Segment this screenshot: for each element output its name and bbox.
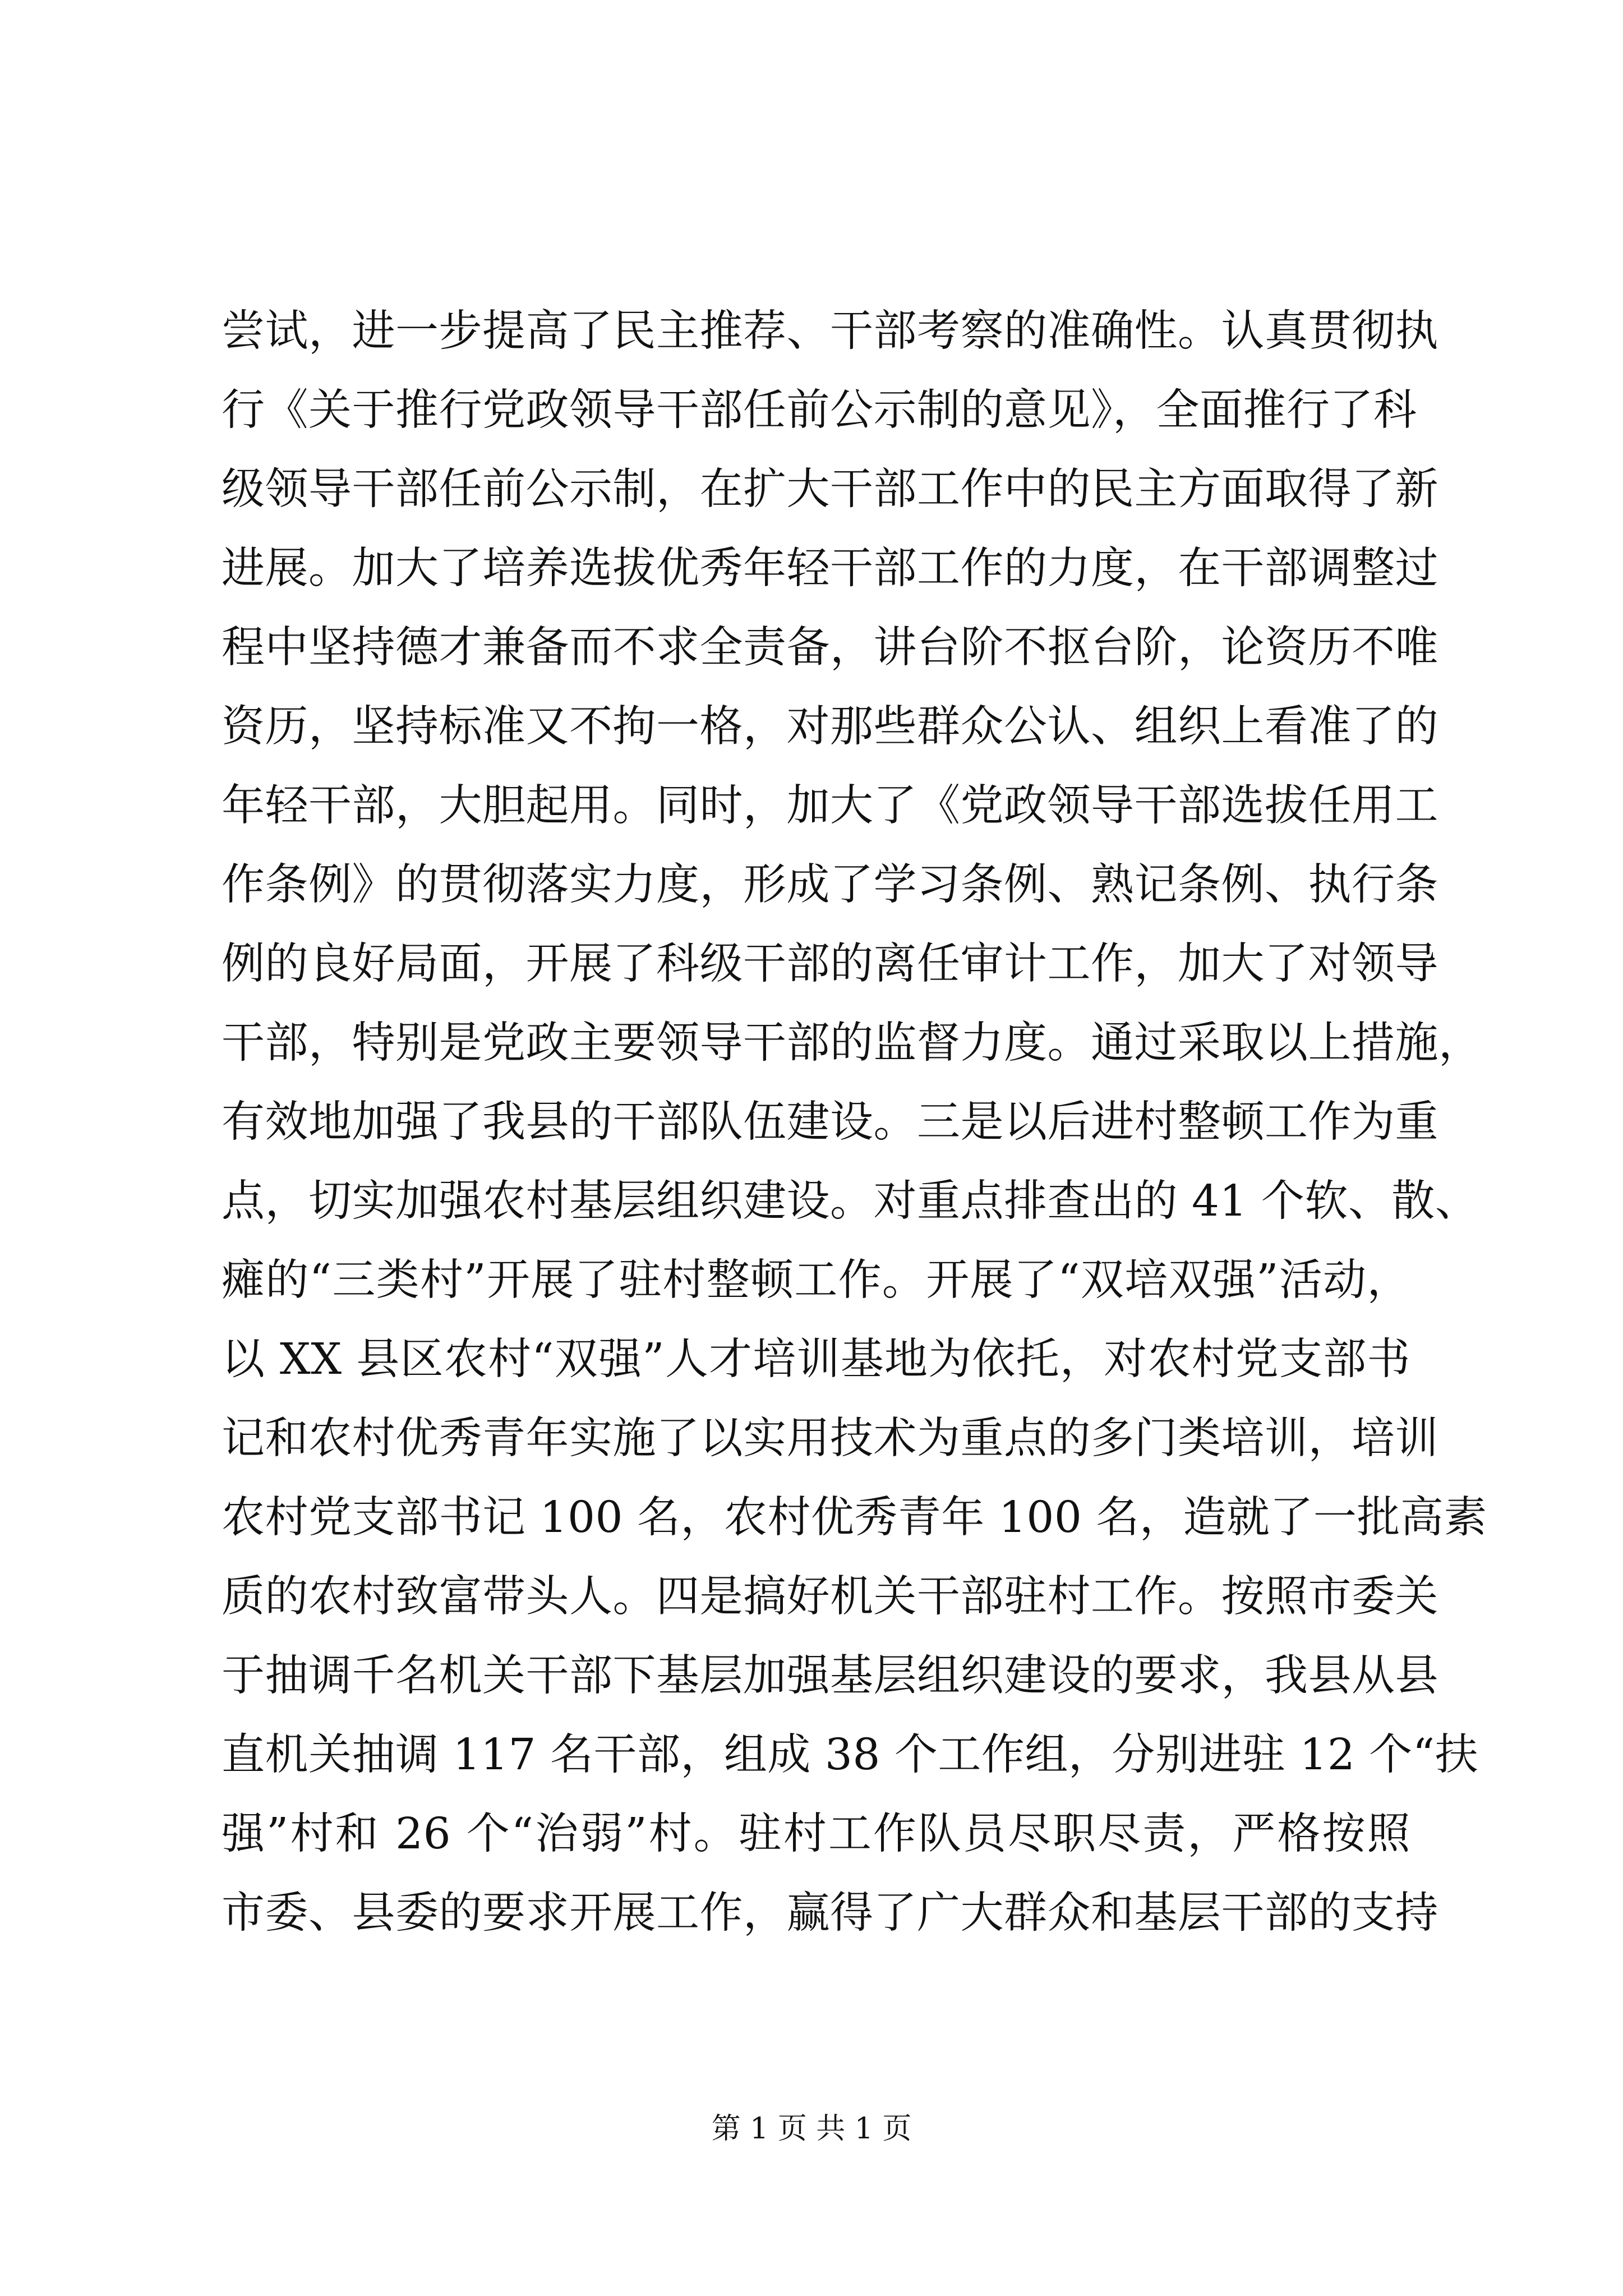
text-line: 于抽调千名机关干部下基层加强基层组织建设的要求，我县从县 [222,1651,1438,1701]
text-line: 市委、县委的要求开展工作，赢得了广大群众和基层干部的支持 [222,1888,1438,1938]
text-line: 质的农村致富带头人。四是搞好机关干部驻村工作。按照市委关 [222,1572,1438,1622]
text-line: 干部，特别是党政主要领导干部的监督力度。通过采取以上措施， [222,1018,1482,1068]
text-line: 瘫的“三类村”开展了驻村整顿工作。开展了“双培双强”活动， [222,1255,1410,1305]
text-line: 作条例》的贯彻落实力度，形成了学习条例、熟记条例、执行条 [222,860,1438,910]
text-line: 农村党支部书记 100 名，农村优秀青年 100 名，造就了一批高素 [222,1493,1487,1543]
document-body [222,292,1487,1953]
text-line: 行《关于推行党政领导干部任前公示制的意见》，全面推行了科 [222,385,1417,435]
text-line: 直机关抽调 117 名干部，组成 38 个工作组，分别进驻 12 个“扶 [222,1730,1479,1780]
text-line: 尝试，进一步提高了民主推荐、干部考察的准确性。认真贯彻执 [222,306,1438,356]
text-line: 例的良好局面，开展了科级干部的离任审计工作，加大了对领导 [222,939,1438,989]
page-number-footer: 第 1 页 共 1 页 [711,2112,912,2146]
text-line: 程中坚持德才兼备而不求全责备，讲台阶不抠台阶，论资历不唯 [222,623,1438,673]
text-line: 点，切实加强农村基层组织建设。对重点排查出的 41 个软、散、 [222,1176,1479,1226]
text-line: 级领导干部任前公示制，在扩大干部工作中的民主方面取得了新 [222,464,1438,514]
text-line: 资历，坚持标准又不拘一格，对那些群众公认、组织上看准了的 [222,702,1438,752]
text-line: 以 XX 县区农村“双强”人才培训基地为依托，对农村党支部书 [222,1335,1410,1384]
text-line: 有效地加强了我县的干部队伍建设。三是以后进村整顿工作为重 [222,1097,1438,1147]
text-line: 进展。加大了培养选拔优秀年轻干部工作的力度，在干部调整过 [222,544,1438,593]
text-line: 年轻干部，大胆起用。同时，加大了《党政领导干部选拔任用工 [222,781,1438,831]
text-line: 强”村和 26 个“治弱”村。驻村工作队员尽职尽责，严格按照 [222,1809,1410,1859]
text-line: 记和农村优秀青年实施了以实用技术为重点的多门类培训，培训 [222,1414,1438,1464]
